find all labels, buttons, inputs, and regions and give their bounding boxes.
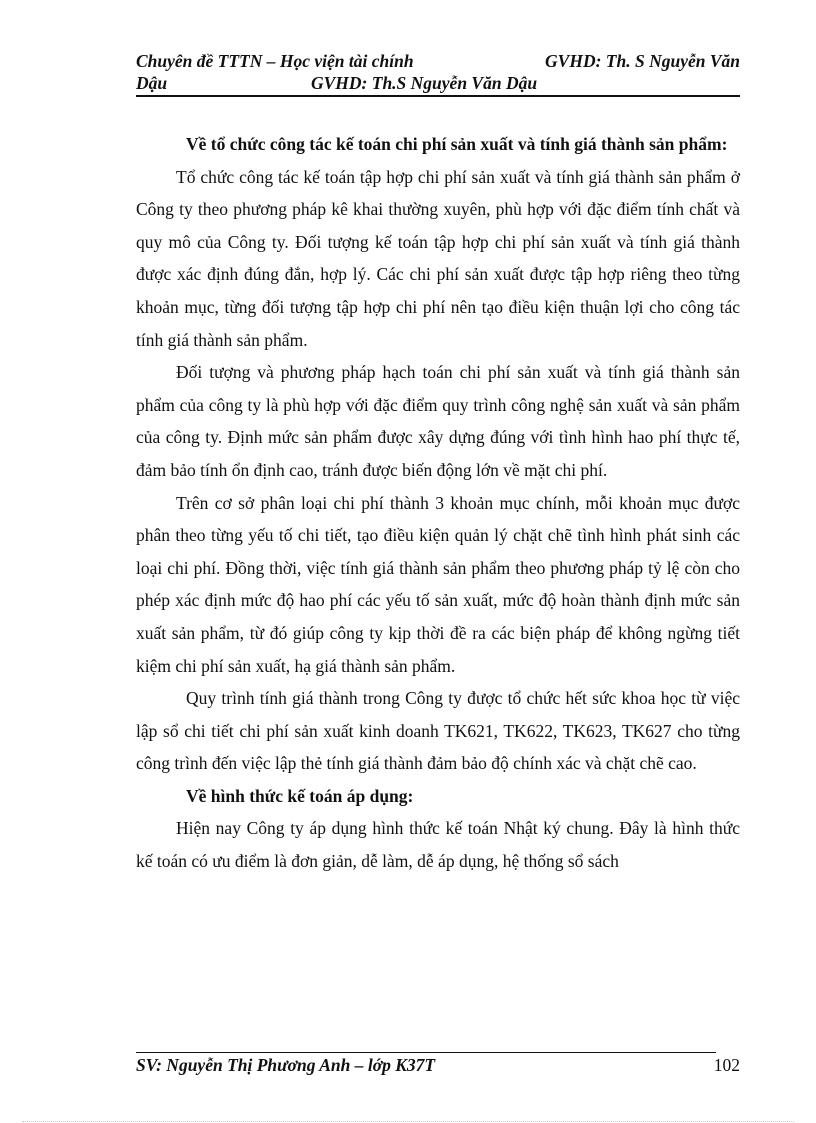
page-bottom-border xyxy=(22,1121,794,1122)
page-header xyxy=(136,50,740,97)
paragraph-cost-organization: Tổ chức công tác kế toán tập hợp chi phí sản xuất và tính giá thành sản phẩm ở Công ty theo phương pháp kê khai thường xuyên, phù hợp với đặc điểm tính chất và quy mô của Công ty. Đối tượng kế toán tập hợp chi phí sản xuất và tính giá thành được xác định đúng đắn, hợp lý. Các chi phí sản xuất được tập hợp riêng theo từng khoản mục, từng đối tượng tập hợp chi phí nên tạo điều kiện thuận lợi cho công tác tính giá thành sản phẩm. xyxy=(136,166,740,350)
paragraph-accounting-form: Hiện nay Công ty áp dụng hình thức kế toán Nhật ký chung. Đây là hình thức kế toán có ưu điểm là đơn giản, dễ làm, dễ áp dụng, hệ thống sổ sách xyxy=(136,818,740,872)
section-heading-accounting-form: Về hình thức kế toán áp dụng: xyxy=(186,785,414,806)
page-number: 102 xyxy=(713,1055,740,1075)
footer-divider xyxy=(136,1052,716,1053)
header-row-1 xyxy=(136,50,740,72)
footer-student-name: SV: Nguyễn Thị Phương Anh – lớp K37T xyxy=(136,1055,436,1075)
header-course-title: Chuyên đề TTTN – Học viện tài chính xyxy=(136,51,414,71)
header-advisor-repeat: GVHD: Th.S Nguyễn Văn Dậu xyxy=(311,73,538,93)
document-body xyxy=(136,128,740,878)
paragraph-costing-process: Quy trình tính giá thành trong Công ty được tổ chức hết sức khoa học từ việc lập sổ chi tiết chi phí sản xuất kinh doanh TK621, TK622, TK623, TK627 cho từng công trình đến việc lập thẻ tính giá thành đảm bảo độ chính xác và chặt chẽ cao. xyxy=(136,688,740,774)
paragraph-cost-classification: Trên cơ sở phân loại chi phí thành 3 khoản mục chính, mỗi khoản mục được phân theo từng yếu tố chi tiết, tạo điều kiện quản lý chặt chẽ tình hình phát sinh các loại chi phí. Đồng thời, việc tính giá thành sản phẩm theo phương pháp tỷ lệ còn cho phép xác định mức độ hao phí các yếu tố sản xuất, mức độ hoàn thành định mức sản xuất sản phẩm, từ đó giúp công ty kịp thời đề ra các biện pháp để không ngừng tiết kiệm chi phí sản xuất, hạ giá thành sản phẩm. xyxy=(136,492,740,676)
paragraph-cost-objects: Đối tượng và phương pháp hạch toán chi phí sản xuất và tính giá thành sản phẩm của công ty là phù hợp với đặc điểm quy trình công nghệ sản xuất và sản phẩm của công ty. Định mức sản phẩm được xây dựng đúng với tình hình hao phí thực tế, đảm bảo tính ổn định cao, tránh được biến động lớn về mặt chi phí. xyxy=(136,362,740,480)
page-footer xyxy=(136,1052,740,1080)
header-advisor: GVHD: Th. S Nguyễn Văn xyxy=(545,51,740,71)
header-advisor-continued: Dậu xyxy=(136,73,168,93)
header-row-2 xyxy=(136,72,740,97)
section-heading-cost-accounting: Về tổ chức công tác kế toán chi phí sản xuất và tính giá thành sản phẩm: xyxy=(186,134,728,154)
